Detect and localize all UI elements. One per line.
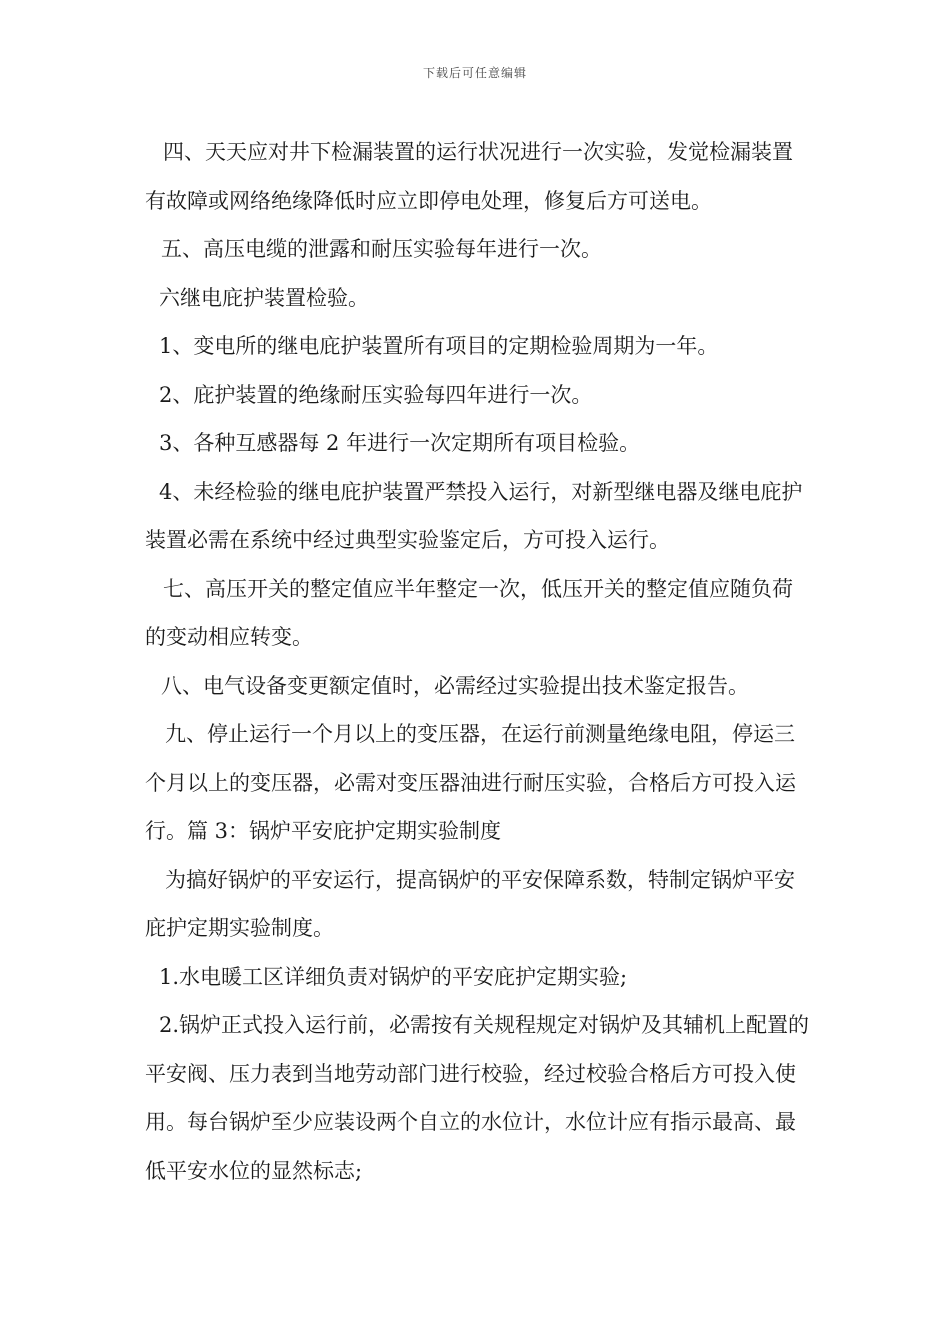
paragraph-item-2: 2.锅炉正式投入运行前，必需按有关规程规定对锅炉及其辅机上配置的平安阀、压力表到当地劳动部门进行校验，经过校验合格后方可投入使用。每台锅炉至少应装设两个自立的水位计，水位计应有指示最高、最低平安水位的显然标志; (145, 1013, 810, 1183)
document-body (145, 128, 810, 1195)
paragraph-4: 四、天天应对井下检漏装置的运行状况进行一次实验，发觉检漏装置有故障或网络绝缘降低时应立即停电处理，修复后方可送电。 (145, 140, 793, 213)
paragraph-7: 七、高压开关的整定值应半年整定一次，低压开关的整定值应随负荷的变动相应转变。 (145, 576, 793, 649)
paragraph-6-1: 1、变电所的继电庇护装置所有项目的定期检验周期为一年。 (159, 334, 719, 358)
paragraph-item-1: 1.水电暖工区详细负责对锅炉的平安庇护定期实验; (159, 964, 628, 989)
paragraph-8: 八、电气设备变更额定值时，必需经过实验提出技术鉴定报告。 (161, 673, 749, 698)
paragraph-6: 六继电庇护装置检验。 (159, 285, 369, 310)
paragraph-intro: 为搞好锅炉的平安运行，提高锅炉的平安保障系数，特制定锅炉平安庇护定期实验制度。 (145, 867, 795, 940)
page-header: 下载后可任意编辑 (422, 66, 527, 80)
paragraph-6-2: 2、庇护装置的绝缘耐压实验每四年进行一次。 (159, 382, 593, 407)
paragraph-5: 五、高压电缆的泄露和耐压实验每年进行一次。 (161, 237, 602, 261)
paragraph-9: 九、停止运行一个月以上的变压器，在运行前测量绝缘电阻，停运三个月以上的变压器，必需对变压器油进行耐压实验，合格后方可投入运行。篇 3：锅炉平安庇护定期实验制度 (145, 722, 796, 843)
paragraph-6-3: 3、各种互感器每 2 年进行一次定期所有项目检验。 (159, 431, 641, 455)
paragraph-6-4: 4、未经检验的继电庇护装置严禁投入运行，对新型继电器及继电庇护装置必需在系统中经过典型实验鉴定后，方可投入运行。 (145, 479, 803, 552)
